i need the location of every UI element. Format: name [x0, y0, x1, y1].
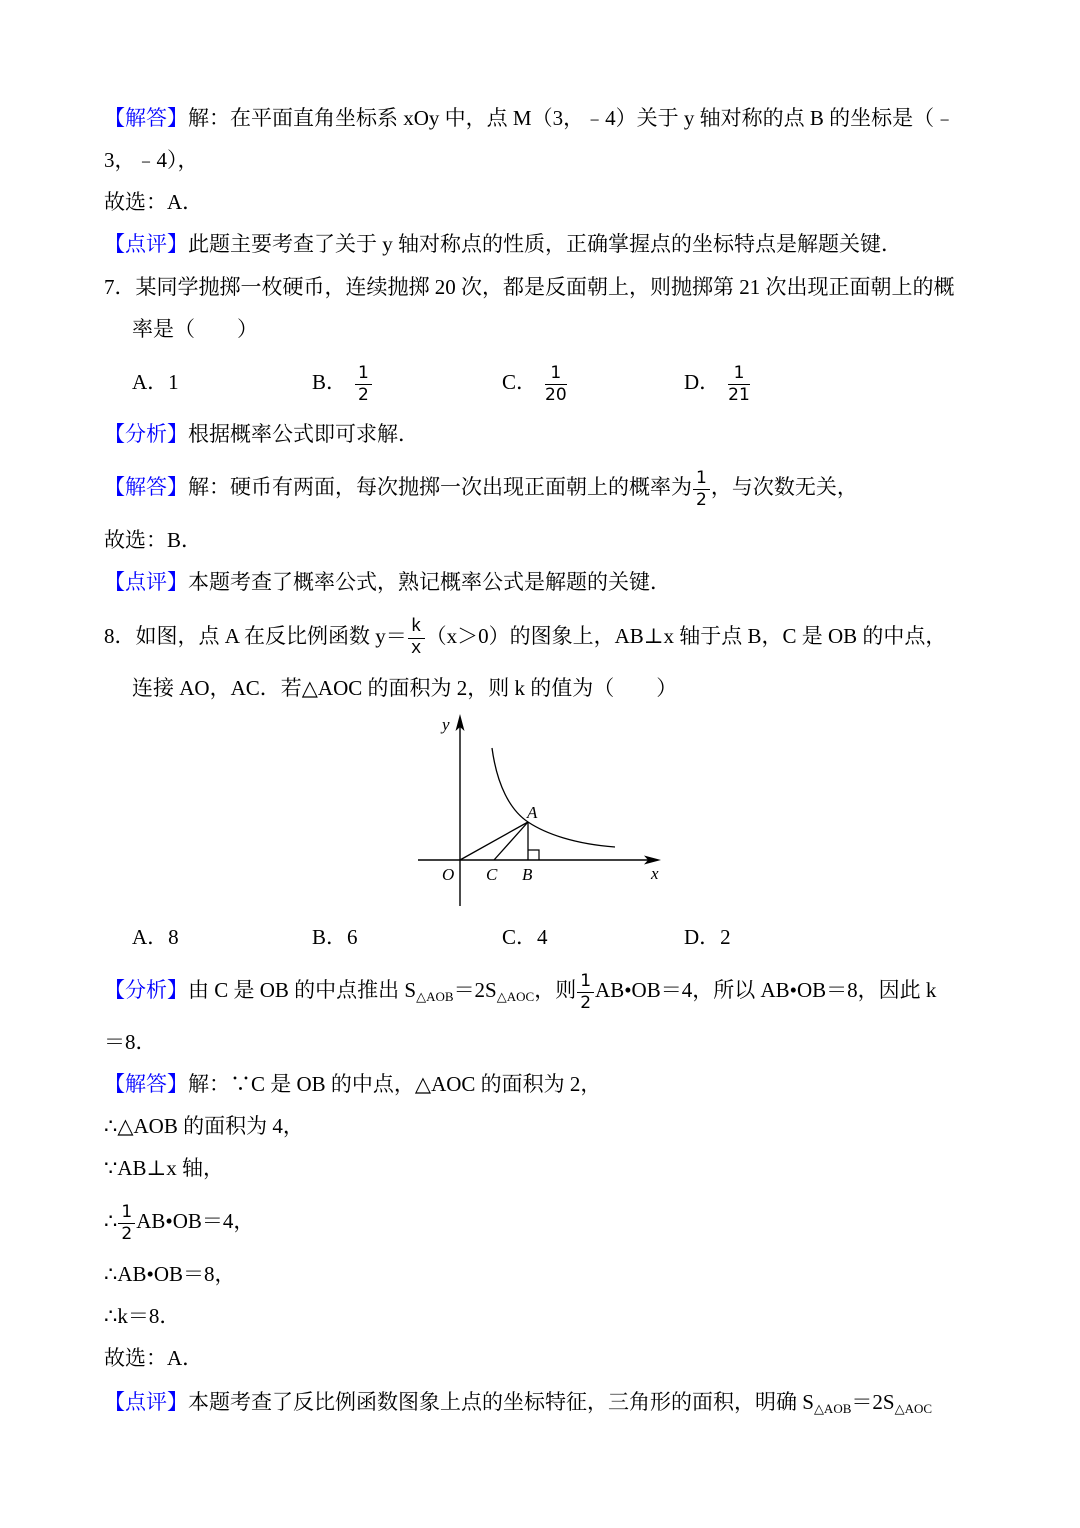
- q8-solution-step-4: [104, 1196, 254, 1246]
- q8-solution-step-3: ∵AB⊥x 轴，: [104, 1156, 225, 1180]
- q7-solution-text-before: 解：硬币有两面，每次抛掷一次出现正面朝上的概率为: [188, 475, 692, 499]
- q7-analysis-text: 根据概率公式即可求解．: [188, 422, 419, 446]
- fraction-denominator: 2: [580, 992, 592, 1013]
- q8-comment: [104, 1389, 932, 1415]
- q8-analysis-fraction: [577, 971, 594, 1014]
- q7-stem-line-1: [104, 274, 955, 300]
- fraction-denominator: 2: [121, 1223, 133, 1244]
- option-value: 6: [347, 925, 358, 949]
- q8-stem-text-before: 如图，点 A 在反比例函数 y＝: [135, 624, 407, 648]
- segment-ca: [494, 822, 528, 860]
- q8-comment-mid: ＝2S: [851, 1390, 895, 1414]
- origin-label: O: [442, 865, 455, 884]
- q8-stem-line-2: 连接 AO，AC．若△AOC 的面积为 2，则 k 的值为（ ）: [132, 676, 678, 700]
- option-value: 8: [168, 925, 179, 949]
- subscript: △AOC: [894, 1401, 933, 1416]
- q8-comment-text: 本题考查了反比例函数图象上点的坐标特征，三角形的面积，明确 S: [188, 1390, 814, 1414]
- q6-solution-line-2: 3，﹣4），: [104, 148, 199, 172]
- q7-option-a: [132, 357, 179, 407]
- q6-solution-label: 【解答】: [104, 106, 188, 130]
- option-letter: D．: [684, 370, 721, 394]
- subscript: △AOC: [496, 989, 535, 1004]
- q8-option-c: [502, 924, 548, 950]
- fraction-numerator: 1: [545, 363, 567, 385]
- q7-option-b: [312, 357, 373, 407]
- q6-comment-text: 此题主要考查了关于 y 轴对称点的性质，正确掌握点的坐标特点是解题关键．: [188, 232, 902, 256]
- fraction-denominator: 21: [728, 384, 750, 405]
- q8-stem-line-1: [104, 611, 946, 661]
- y-axis-label: y: [442, 715, 450, 734]
- q8-analysis-line-2: ＝8．: [104, 1030, 157, 1054]
- q6-comment-label: 【点评】: [104, 232, 188, 256]
- option-letter: C．: [502, 925, 538, 949]
- segment-oa: [460, 822, 528, 860]
- fraction-numerator: 1: [355, 363, 372, 385]
- option-letter: D．: [684, 925, 721, 949]
- x-axis-label: x: [651, 864, 659, 883]
- fraction-numerator: 1: [728, 363, 750, 385]
- q8-solution-text-1: 解：∵C 是 OB 的中点，△AOC 的面积为 2，: [188, 1072, 602, 1096]
- q8-option-a: [132, 924, 179, 950]
- therefore-symbol: ∴: [104, 1209, 118, 1233]
- q7-solution-label: 【解答】: [104, 475, 188, 499]
- subscript: △AOB: [813, 1401, 852, 1416]
- q8-option-b: [312, 924, 358, 950]
- q7-comment-text: 本题考查了概率公式，熟记概率公式是解题的关键．: [188, 570, 671, 594]
- q6-solution-line-1: [104, 105, 955, 131]
- q8-solution-step-6: ∴k＝8．: [104, 1304, 181, 1328]
- option-letter: A．: [132, 925, 169, 949]
- q8-comment-label: 【点评】: [104, 1390, 188, 1414]
- subscript: △AOB: [416, 989, 454, 1004]
- q8-solution-label: 【解答】: [104, 1072, 188, 1096]
- q8-number: 8．: [104, 624, 136, 648]
- q7-choice: 故选：B．: [104, 528, 203, 552]
- fraction-numerator: 1: [577, 971, 594, 993]
- q7-option-d: [684, 357, 751, 407]
- q7-number: 7．: [104, 275, 136, 299]
- fraction-numerator: k: [408, 617, 425, 639]
- option-value: 1: [168, 370, 179, 394]
- q8-solution-fraction: [118, 1202, 135, 1245]
- q7-solution: [104, 462, 858, 512]
- q8-solution-step-4-rest: AB•OB＝4，: [136, 1209, 255, 1233]
- q7-analysis-label: 【分析】: [104, 422, 188, 446]
- fraction-numerator: 1: [118, 1202, 135, 1224]
- option-letter: B．: [312, 925, 348, 949]
- option-letter: A．: [132, 370, 169, 394]
- q8-choice: 故选：A．: [104, 1346, 204, 1370]
- q8-analysis-line-1: [104, 965, 936, 1015]
- point-a-label: A: [527, 803, 538, 822]
- fraction-denominator: 2: [358, 384, 369, 405]
- q6-solution-text-1: 解：在平面直角坐标系 xOy 中，点 M（3，﹣4）关于 y 轴对称的点 B 的坐标是（﹣: [188, 106, 956, 130]
- option-fraction: [545, 363, 567, 406]
- point-b-label: B: [522, 865, 533, 884]
- q7-analysis: [104, 421, 419, 447]
- fraction-denominator: 20: [545, 384, 567, 405]
- q7-option-c: [502, 357, 568, 407]
- option-fraction: [355, 363, 372, 406]
- q8-analysis-part-4: AB•OB＝4，所以 AB•OB＝8，因此 k: [595, 978, 937, 1002]
- hyperbola-figure: [410, 706, 672, 910]
- point-c-label: C: [486, 865, 498, 884]
- q8-solution-step-2: ∴△AOB 的面积为 4，: [104, 1114, 304, 1138]
- q8-option-d: [684, 924, 731, 950]
- q6-choice: 故选：A．: [104, 190, 204, 214]
- q7-comment: [104, 569, 671, 595]
- q8-stem-text-after: （x＞0）的图象上，AB⊥x 轴于点 B，C 是 OB 的中点，: [425, 624, 947, 648]
- q8-analysis-part-2: ＝2S: [453, 978, 497, 1002]
- option-fraction: [728, 363, 750, 406]
- q6-comment: [104, 231, 902, 257]
- q7-solution-text-after: ，与次数无关，: [710, 475, 858, 499]
- q7-stem-line-2: 率是（ ）: [132, 317, 258, 341]
- fraction-denominator: x: [410, 638, 422, 659]
- option-value: 4: [537, 925, 548, 949]
- fraction-numerator: 1: [693, 468, 710, 490]
- option-letter: C．: [502, 370, 538, 394]
- q8-function-fraction: [408, 617, 425, 660]
- option-letter: B．: [312, 370, 348, 394]
- option-value: 2: [720, 925, 731, 949]
- q8-analysis-part-1: 由 C 是 OB 的中点推出 S: [188, 978, 417, 1002]
- q8-solution-step-1: [104, 1071, 601, 1097]
- q7-solution-fraction: [693, 468, 710, 511]
- right-angle-mark: [528, 850, 539, 860]
- fraction-denominator: 2: [696, 489, 707, 510]
- q8-solution-step-5: ∴AB•OB＝8，: [104, 1262, 236, 1286]
- q7-stem-text-1: 某同学抛掷一枚硬币，连续抛掷 20 次，都是反面朝上，则抛掷第 21 次出现正面朝上的概: [135, 275, 955, 299]
- q8-analysis-label: 【分析】: [104, 978, 188, 1002]
- q7-comment-label: 【点评】: [104, 570, 188, 594]
- q8-analysis-part-3: ，则: [534, 978, 577, 1002]
